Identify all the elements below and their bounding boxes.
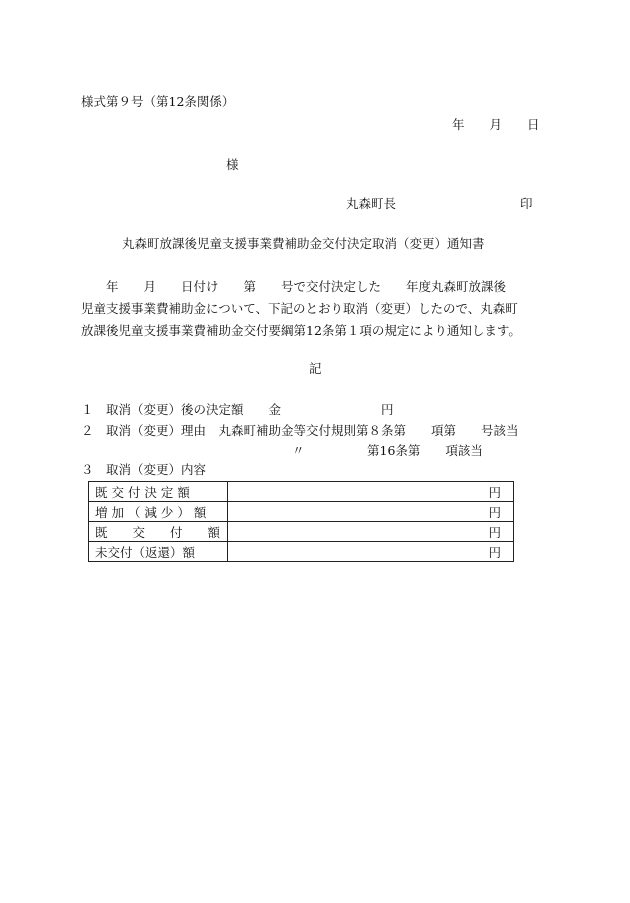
form-number: 様式第９号（第12条関係）: [81, 94, 235, 109]
body-line-2: 児童支援事業費補助金について、下記のとおり取消（変更）したので、丸森町: [81, 301, 518, 316]
row-value: 円: [228, 522, 514, 542]
date-line: 年 月 日: [452, 117, 540, 132]
row-value: 円: [228, 482, 514, 502]
table-row: [89, 542, 514, 562]
row-label: 未交付（返還）額: [89, 542, 228, 562]
ki-heading: 記: [309, 361, 322, 376]
body-paragraph: [81, 276, 551, 342]
item-3-content: ３ 取消（変更）内容: [81, 462, 207, 477]
seal-mark: 印: [520, 196, 533, 211]
row-label: 増 加 （ 減 少 ） 額: [89, 502, 228, 522]
row-value: 円: [228, 502, 514, 522]
issuer-name: 丸森町長: [346, 196, 397, 211]
table-row: [89, 522, 514, 542]
amount-table: [88, 481, 514, 562]
body-line-1: 年 月 日付け 第 号で交付決定した 年度丸森町放課後: [81, 279, 507, 294]
addressee-suffix: 様: [226, 157, 239, 172]
table-row: [89, 482, 514, 502]
table-row: [89, 502, 514, 522]
item-2-reason-continued: 〃 第16条第 項該当: [292, 443, 483, 458]
row-label: 既 交 付 額: [89, 522, 228, 542]
body-line-3: 放課後児童支援事業費補助金交付要綱第12条第１項の規定により通知します。: [81, 323, 521, 338]
item-1-decided-amount: １ 取消（変更）後の決定額 金 円: [81, 402, 394, 417]
row-value: 円: [228, 542, 514, 562]
row-label: 既 交 付 決 定 額: [89, 482, 228, 502]
item-2-reason: ２ 取消（変更）理由 丸森町補助金等交付規則第８条第 項第 号該当: [81, 423, 519, 438]
document-title: 丸森町放課後児童支援事業費補助金交付決定取消（変更）通知書: [122, 236, 485, 251]
